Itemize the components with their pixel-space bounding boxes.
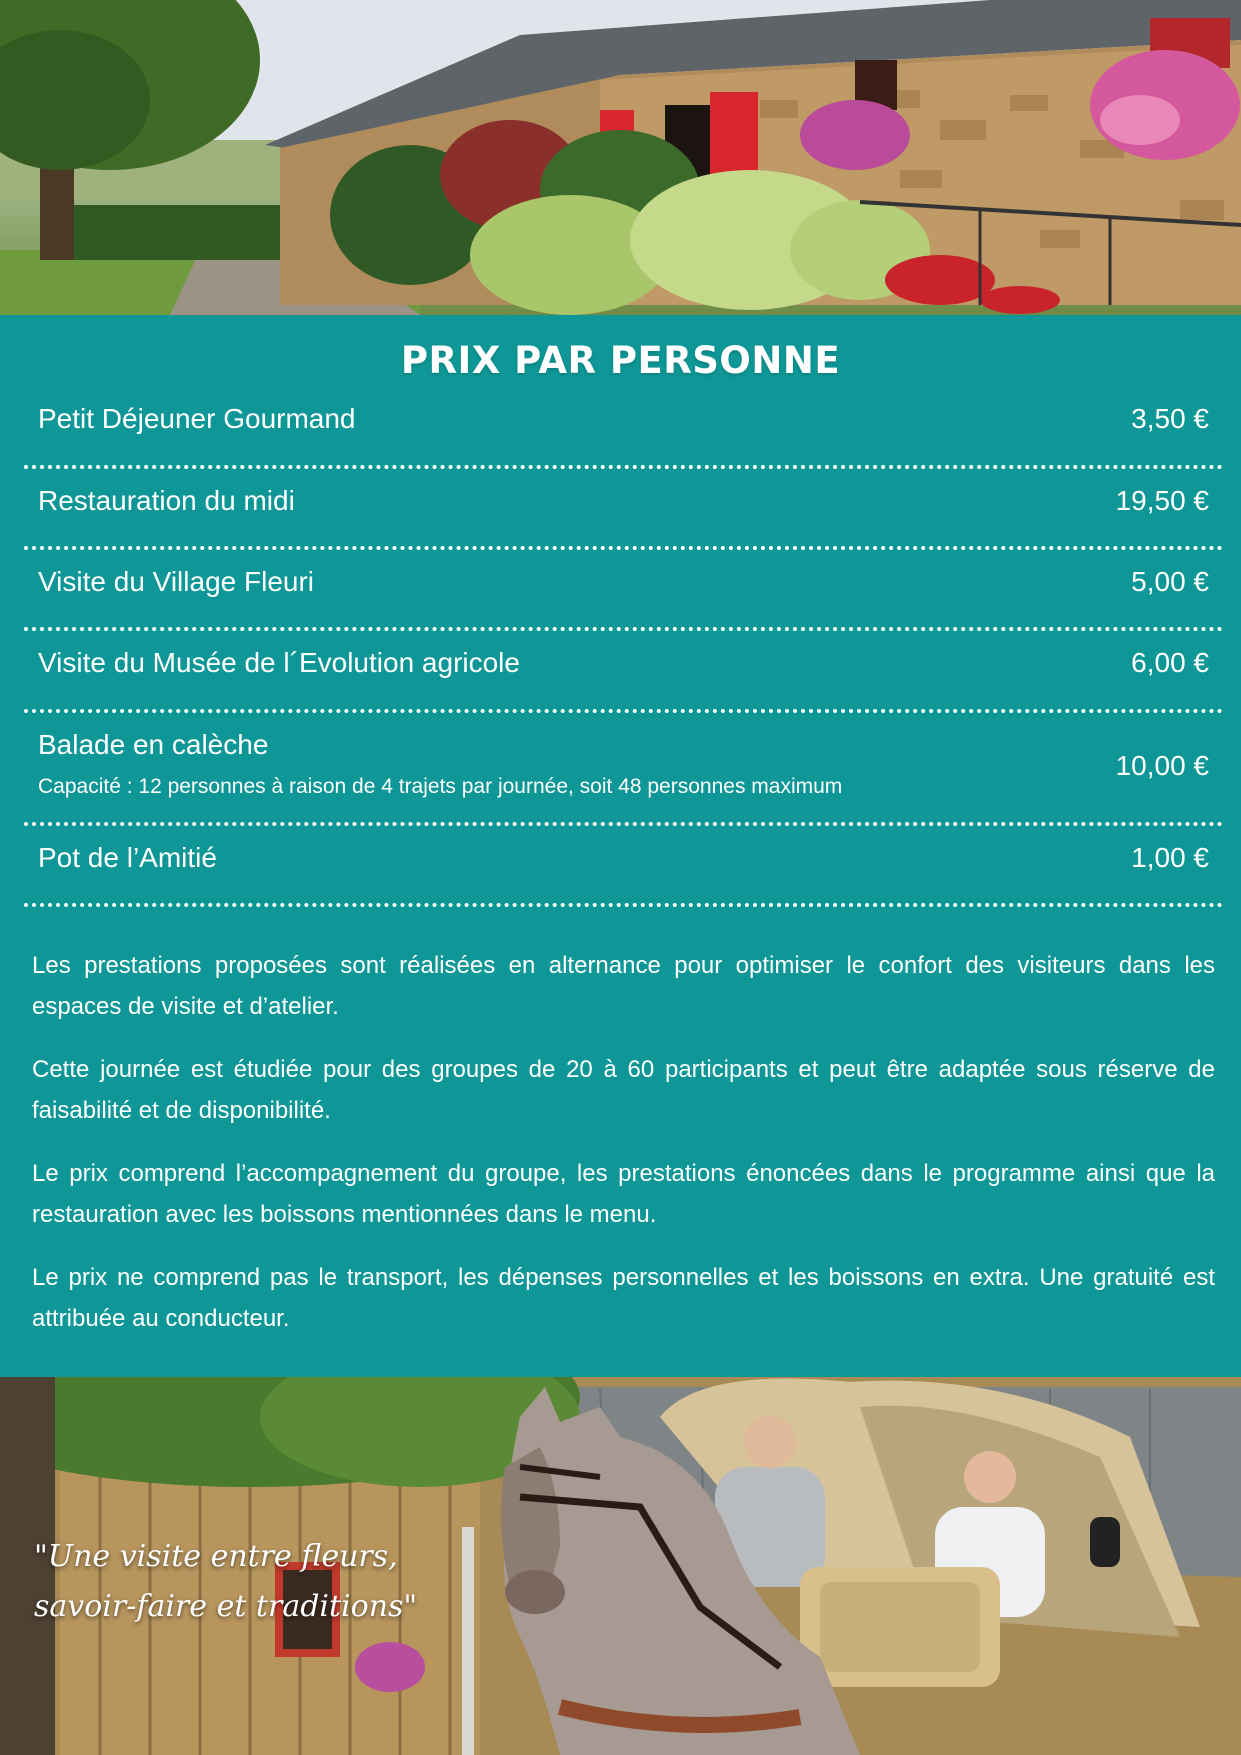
- quote-line: "Une visite entre fleurs,: [34, 1539, 398, 1574]
- quote-line: savoir-faire et traditions": [34, 1589, 418, 1624]
- price-row-value: 10,00 €: [1115, 750, 1209, 781]
- price-row-value: 19,50 €: [1115, 485, 1209, 516]
- conditions-paragraph: Le prix comprend l’accompagnement du groupe, les prestations énoncées dans le programme ainsi que la restauration avec les boissons mentionnées dans le menu.: [32, 1160, 1215, 1228]
- price-row-value: 3,50 €: [1131, 403, 1209, 434]
- price-panel: [0, 315, 1241, 1377]
- conditions-paragraph: Cette journée est étudiée pour des groupes de 20 à 60 participants et peut être adaptée sous réserve de faisabilité et de disponibilité.: [32, 1056, 1215, 1124]
- price-row-musee: [24, 631, 1223, 713]
- price-row-petit-dejeuner: [24, 385, 1223, 469]
- price-row-label: Pot de l’Amitié: [38, 842, 217, 873]
- price-row-label: Visite du Village Fleuri: [38, 566, 315, 597]
- price-row-value: 1,00 €: [1131, 842, 1209, 873]
- price-row-pot-amitie: [24, 826, 1223, 907]
- conditions-paragraph: Les prestations proposées sont réalisées en alternance pour optimiser le confort des visiteurs dans les espaces de visite et d’atelier.: [32, 952, 1215, 1020]
- price-row-label: Restauration du midi: [38, 485, 295, 516]
- header-photo-illustration: [0, 0, 1241, 315]
- price-row-value: 5,00 €: [1131, 566, 1209, 597]
- price-row-caleche: [24, 713, 1223, 826]
- price-row-label: Petit Déjeuner Gourmand: [38, 403, 356, 434]
- price-row-restauration: [24, 469, 1223, 550]
- price-row-value: 6,00 €: [1131, 647, 1209, 678]
- conditions-paragraph: Le prix ne comprend pas le transport, les dépenses personnelles et les boissons en extra. Une gratuité est attribuée au conducteur.: [32, 1264, 1215, 1332]
- price-panel-title: PRIX PAR PERSONNE: [400, 339, 841, 382]
- header-photo-stone-house: [0, 0, 1241, 315]
- price-row-label: Balade en calèche: [38, 729, 269, 760]
- price-list: [0, 385, 1241, 907]
- footer-photo-horse-carriage: [0, 1377, 1241, 1755]
- price-row-label: Visite du Musée de l´Evolution agricole: [38, 647, 520, 678]
- quote-text: [34, 1532, 464, 1632]
- price-row-village-fleuri: [24, 550, 1223, 631]
- price-row-note: Capacité : 12 personnes à raison de 4 trajets par journée, soit 48 personnes maximum: [38, 775, 843, 798]
- conditions-text: [32, 945, 1215, 1361]
